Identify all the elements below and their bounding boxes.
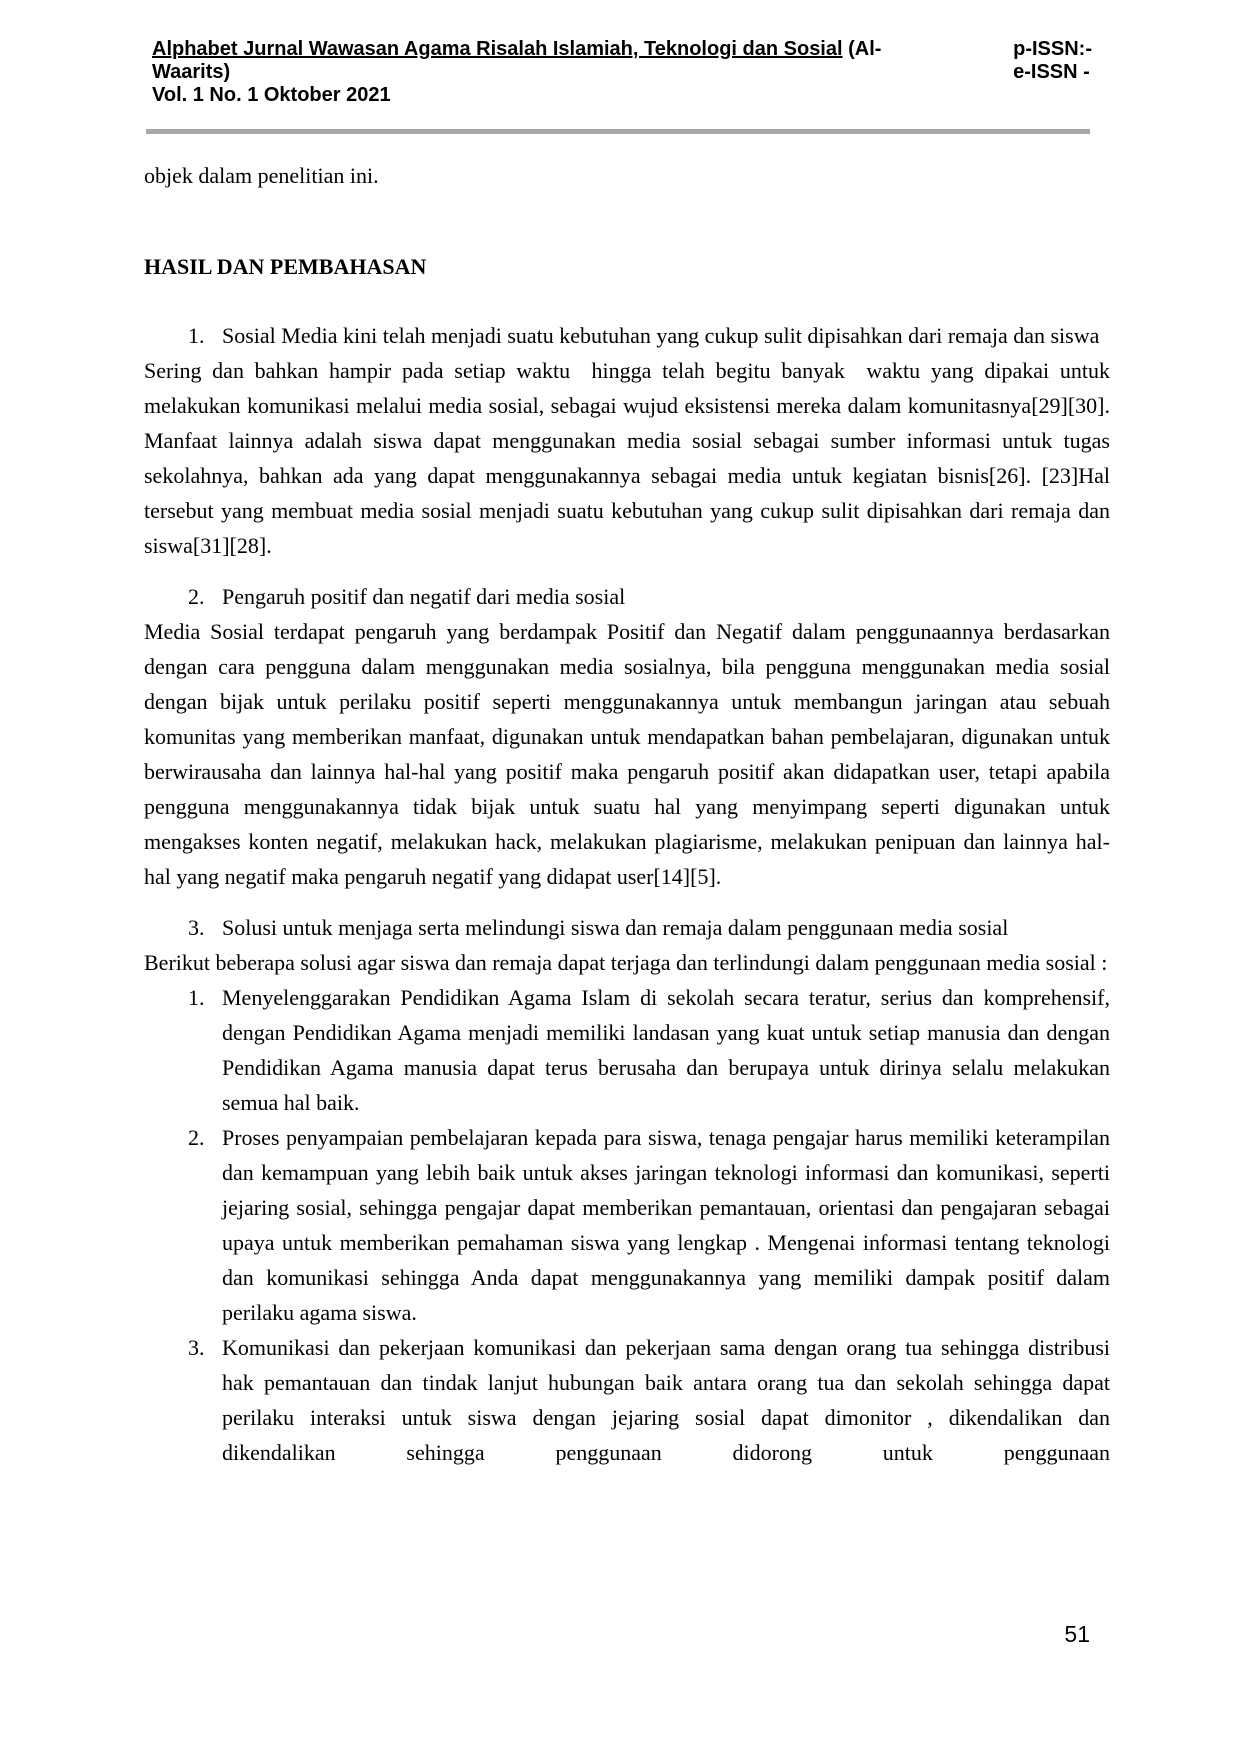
solution-1-text: Menyelenggarakan Pendidikan Agama Islam di sekolah secara teratur, serius dan komprehensif, dengan Pendidikan Agama menjadi memiliki landasan yang kuat untuk setiap manusia dan dengan Pendidikan Agama manusia dapat terus berusaha dan berupaya untuk dirinya selalu melakukan semua hal baik. (222, 985, 1110, 1115)
point-item-2 (144, 579, 1110, 614)
journal-title: Alphabet Jurnal Wawasan Agama Risalah Islamiah, Teknologi dan Sosial (152, 38, 843, 60)
solution-1-number: 1. (188, 985, 205, 1010)
solution-item-1 (144, 980, 1110, 1120)
point-3-paragraph: Berikut beberapa solusi agar siswa dan remaja dapat terjaga dan terlindungi dalam penggunaan media sosial : (144, 950, 1108, 975)
point-2-number: 2. (188, 584, 205, 609)
journal-info (152, 38, 952, 107)
solution-2-text: Proses penyampaian pembelajaran kepada para siswa, tenaga pengajar harus memiliki keterampilan dan kemampuan yang lebih baik untuk akses jaringan teknologi informasi dan komunikasi, seperti jejaring sosial, sehingga pengajar dapat memberikan pemantauan, orientasi dan pengajaran sebagai upaya untuk memberikan pemahaman siswa yang lengkap . Mengenai informasi tentang teknologi dan komunikasi sehingga Anda dapat menggunakannya yang memiliki dampak positif dalam perilaku agama siswa. (222, 1125, 1110, 1325)
page-header (0, 0, 1240, 107)
point-1-title: Sosial Media kini telah menjadi suatu kebutuhan yang cukup sulit dipisahkan dari remaja dan siswa (222, 323, 1100, 348)
point-1-paragraph: Sering dan bahkan hampir pada setiap waktu hingga telah begitu banyak waktu yang dipakai untuk melakukan komunikasi melalui media sosial, sebagai wujud eksistensi mereka dalam komunitasnya[29][30]. Manfaat lainnya adalah siswa dapat menggunakan media sosial sebagai sumber informasi untuk tugas sekolahnya, bahkan ada yang dapat menggunakannya sebagai media untuk kegiatan bisnis[26]. [23]Hal tersebut yang membuat media sosial menjadi suatu kebutuhan yang cukup sulit dipisahkan dari remaja dan siswa[31][28]. (144, 358, 1110, 558)
point-item-1 (144, 318, 1110, 353)
e-issn-label: e-ISSN - (1013, 61, 1090, 83)
solution-3-text: Komunikasi dan pekerjaan komunikasi dan pekerjaan sama dengan orang tua sehingga distribusi hak pemantauan dan tindak lanjut hubungan baik antara orang tua dan sekolah sehingga dapat perilaku interaksi untuk siswa dengan jejaring sosial dapat dimonitor , dikendalikan dan dikendalikan sehingga penggunaan didorong untuk penggunaan (222, 1335, 1110, 1465)
solution-3-number: 3. (188, 1335, 205, 1360)
journal-title-line (152, 38, 952, 84)
p-issn-label: p-ISSN:- (1013, 38, 1092, 60)
journal-suffix: (Al-Waarits) (152, 38, 882, 83)
point-2-paragraph: Media Sosial terdapat pengaruh yang berdampak Positif dan Negatif dalam penggunaannya berdasarkan dengan cara pengguna dalam menggunakan media sosialnya, bila pengguna menggunakan media sosial dengan bijak untuk perilaku positif seperti menggunakannya untuk membangun jaringan atau sebuah komunitas yang memberikan manfaat, digunakan untuk mendapatkan bahan pembelajaran, digunakan untuk berwirausaha dan lainnya hal-hal yang positif maka pengaruh positif akan didapatkan user, tetapi apabila pengguna menggunakannya tidak bijak untuk suatu hal yang menyimpang seperti digunakan untuk mengakses konten negatif, melakukan hack, melakukan plagiarisme, melakukan penipuan dan lainnya hal-hal yang negatif maka pengaruh negatif yang didapat user[14][5]. (144, 619, 1110, 889)
intro-paragraph: objek dalam penelitian ini. (144, 163, 379, 188)
point-3-number: 3. (188, 915, 205, 940)
volume-issue-line: Vol. 1 No. 1 Oktober 2021 (152, 84, 391, 106)
page-number: 51 (1064, 1621, 1090, 1647)
point-1-number: 1. (188, 323, 205, 348)
article-body (144, 158, 1110, 1470)
solution-item-3 (144, 1330, 1110, 1470)
point-2-title: Pengaruh positif dan negatif dari media sosial (222, 584, 626, 609)
issn-block (1013, 38, 1092, 107)
solution-2-number: 2. (188, 1125, 205, 1150)
header-divider (146, 129, 1090, 134)
point-item-3 (144, 910, 1110, 945)
section-heading: HASIL DAN PEMBAHASAN (144, 254, 427, 279)
solution-item-2 (144, 1120, 1110, 1330)
point-3-title: Solusi untuk menjaga serta melindungi siswa dan remaja dalam penggunaan media sosial (222, 915, 1009, 940)
